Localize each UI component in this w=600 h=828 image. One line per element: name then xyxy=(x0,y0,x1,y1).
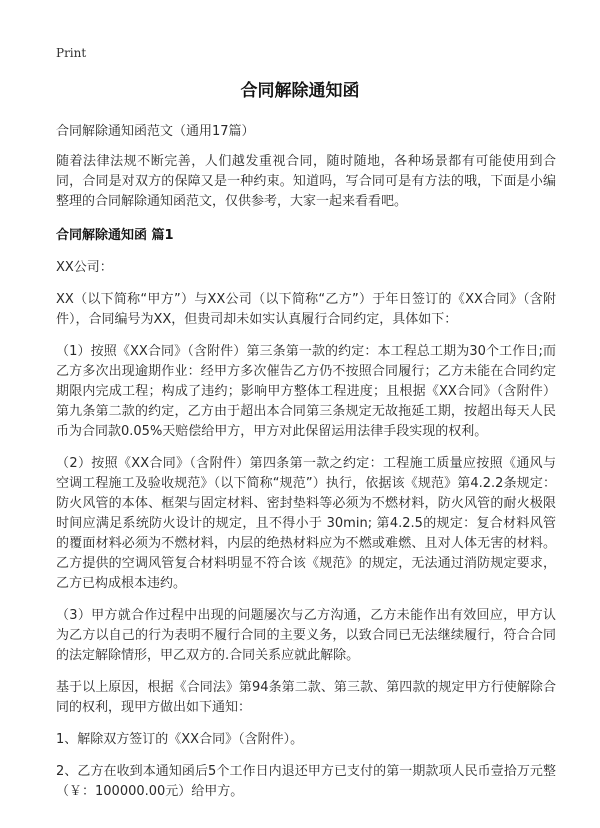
addressee-line: XX公司： xyxy=(56,260,113,275)
document-title: 合同解除通知函 xyxy=(240,81,360,101)
body-paragraph: XX（以下简称“甲方”）与XX公司（以下简称“乙方”）于年日签订的《XX合同》（含附件），合同编号为XX，但贵司却未如实认真履行合同约定，具体如下： xyxy=(56,292,556,327)
print-link[interactable]: Print xyxy=(56,46,87,60)
section-heading: 合同解除通知函 篇1 xyxy=(56,228,174,243)
document-subtitle: 合同解除通知函范文（通用17篇） xyxy=(56,124,255,139)
clause-paragraph: （1）按照《XX合同》（含附件）第三条第一款的约定：本工程总工期为30个工作日;而乙方多次出现逾期作业：经甲方多次催告乙方仍不按照合同履行；乙方未能在合同约定期限内完成工程；构成了违约；影响甲方整体工程进度；且根据《XX合同》（含附件）第九条第二款的约定，乙方由于超出本合同第三条规定无故拖延工期，按超出每天人民币为合同款0.05%天赔偿给甲方，甲方对此保留运用法律手段实现的权利。 xyxy=(56,344,556,439)
body-paragraph: 基于以上原因，根据《合同法》第94条第二款、第三款、第四款的规定甲方行使解除合同的权利，现甲方做出如下通知： xyxy=(56,680,556,715)
intro-paragraph: 随着法律法规不断完善，人们越发重视合同，随时随地，各种场景都有可能使用到合同，合同是对双方的保障又是一种约束。知道吗，写合同可是有方法的哦，下面是小编整理的合同解除通知函范文，仅供参考，大家一起来看看吧。 xyxy=(56,154,556,209)
clause-paragraph: （2）按照《XX合同》（含附件）第四条第一款之约定：工程施工质量应按照《通风与空调工程施工及验收规范》（以下简称“规范”）执行，依据该《规范》第4.2.2条规定：防火风管的本体、框架与固定材料、密封垫料等必须为不燃材料，防火风管的耐火极限时间应满足系统防火设计的规定，且不得小于 30min; 第4.2.5的规定：复合材料风管的覆面材料必须为不燃材料，内层的绝热材料应为不燃或难燃、且对人体无害的材料。乙方提供的空调风管复合材料明显不符合该《规范》的规定，无法通过消防规定要求，乙方已构成根本违约。 xyxy=(56,456,556,591)
notice-item: 1、解除双方签订的《XX合同》（含附件）。 xyxy=(56,732,304,747)
notice-item: 2、乙方在收到本通知函后5个工作日内退还甲方已支付的第一期款项人民币壹拾万元整（￥：100000.00元）给甲方。 xyxy=(56,764,556,799)
clause-paragraph: （3）甲方就合作过程中出现的问题屡次与乙方沟通，乙方未能作出有效回应，甲方认为乙方以自己的行为表明不履行合同的主要义务，以致合同已无法继续履行，符合合同的法定解除情形，甲乙双方的.合同关系应就此解除。 xyxy=(56,608,556,663)
document-body xyxy=(56,122,556,802)
